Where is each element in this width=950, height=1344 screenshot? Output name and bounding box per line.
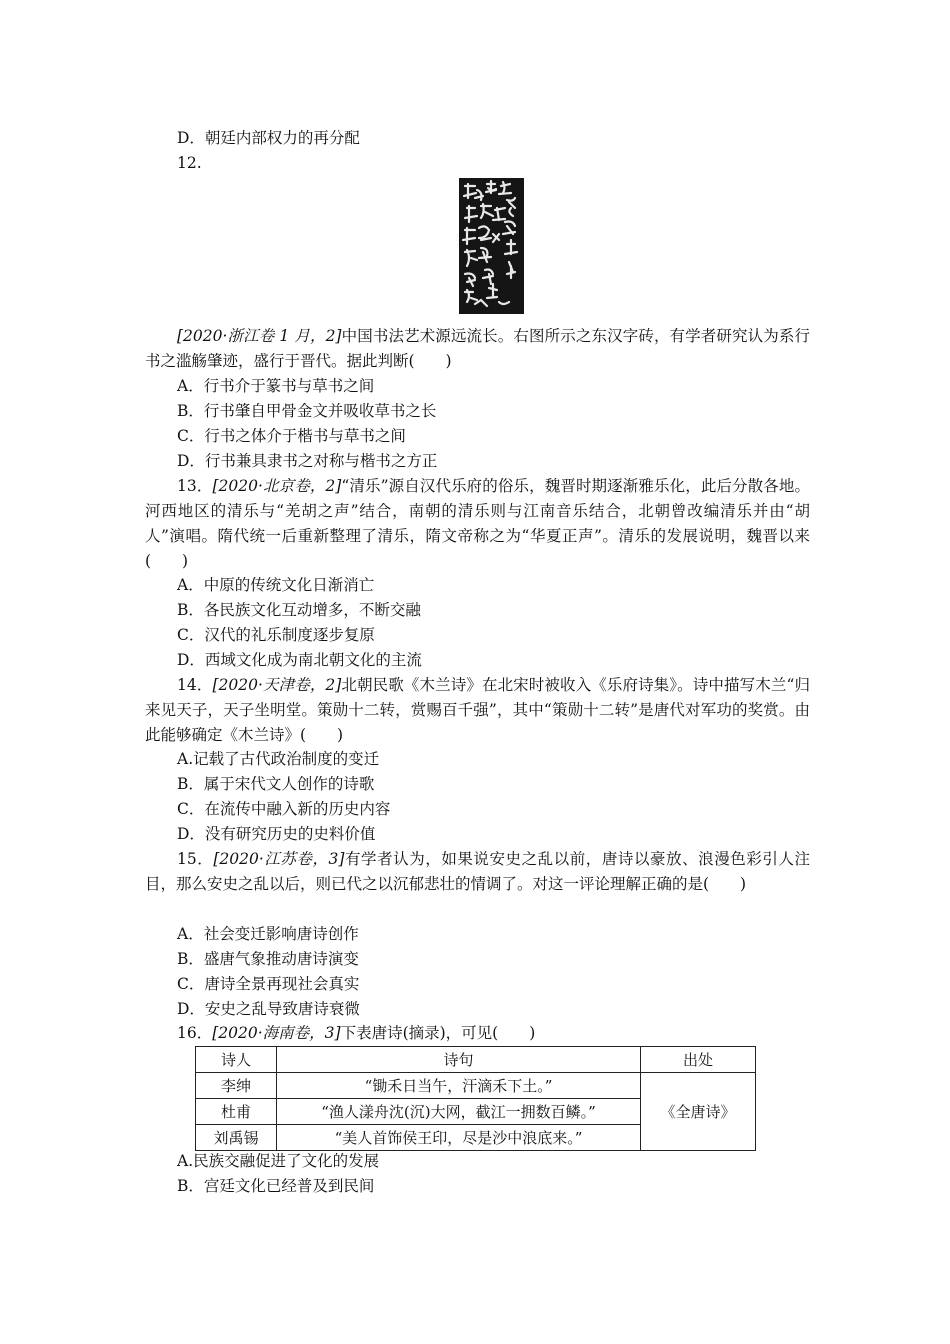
q16-source: [2020·海南卷，3]: [212, 1024, 341, 1042]
q12-stem: [145, 324, 810, 374]
poet-cell: 杜甫: [196, 1099, 277, 1125]
q16-option-a: A.民族交融促进了文化的发展: [177, 1152, 380, 1170]
header-source: 出处: [641, 1047, 756, 1073]
poet-cell: 刘禹锡: [196, 1125, 277, 1151]
q13-option-c: C．汉代的礼乐制度逐步复原: [177, 626, 375, 644]
q16-stem: [177, 1022, 842, 1044]
q14-stem-text: 北朝民歌《木兰诗》在北宋时被收入《乐府诗集》。诗中描写木兰“归来见天子，天子坐明堂。策勋十二转，赏赐百千强”，其中“策勋十二转”是唐代对军功的奖赏。由此能够确定《木兰诗》( ): [145, 676, 810, 744]
verse-cell: “渔人漾舟沈(沉)大网，截江一拥数百鳞。”: [277, 1099, 641, 1125]
q15-source: [2020·江苏卷，3]: [213, 850, 345, 868]
poet-cell: 李绅: [196, 1073, 277, 1099]
q14-option-d: D．没有研究历史的史料价值: [177, 825, 376, 843]
q15-option-d: D．安史之乱导致唐诗衰微: [177, 1000, 360, 1018]
q13-option-a: A．中原的传统文化日渐消亡: [177, 576, 375, 594]
q15-stem-text: 有学者认为，如果说安史之乱以前，唐诗以豪放、浪漫色彩引人注目，那么安史之乱以后，则已代之以沉郁悲壮的情调了。对这一评论理解正确的是( ): [145, 850, 810, 893]
table-row: [196, 1073, 756, 1099]
q14-option-c: C．在流传中融入新的历史内容: [177, 800, 391, 818]
verse-cell: “锄禾日当午，汗滴禾下土。”: [277, 1073, 641, 1099]
q14-stem: [145, 673, 810, 748]
header-poet: 诗人: [196, 1047, 277, 1073]
q16-stem-text: 下表唐诗(摘录)，可见( ): [340, 1024, 536, 1042]
q14-source: [2020·天津卷，2]: [212, 676, 342, 694]
q13-option-b: B．各民族文化互动增多，不断交融: [177, 601, 421, 619]
q15-stem: [145, 847, 810, 897]
q12-option-b: B．行书肇自甲骨金文并吸收草书之长: [177, 402, 437, 420]
q11-option-d: D．朝廷内部权力的再分配: [177, 129, 360, 147]
q13-number: 13．: [177, 477, 213, 495]
q13-source: [2020·北京卷，2]: [212, 477, 342, 495]
q16-number: 16．: [177, 1024, 213, 1042]
q13-option-d: D．西域文化成为南北朝文化的主流: [177, 651, 422, 669]
q12-option-d: D．行书兼具隶书之对称与楷书之方正: [177, 452, 438, 470]
q14-option-a: A.记载了古代政治制度的变迁: [177, 750, 380, 768]
q15-option-b: B．盛唐气象推动唐诗演变: [177, 950, 359, 968]
q16-option-b: B．宫廷文化已经普及到民间: [177, 1177, 375, 1195]
q12-source: [2020·浙江卷 1 月，2]: [177, 327, 342, 345]
q12-option-c: C．行书之体介于楷书与草书之间: [177, 427, 406, 445]
q15-option-c: C．唐诗全景再现社会真实: [177, 975, 360, 993]
header-verse: 诗句: [277, 1047, 641, 1073]
q15-option-a: A．社会变迁影响唐诗创作: [177, 925, 359, 943]
q14-number: 14．: [177, 676, 213, 694]
q12-number: 12.: [177, 154, 202, 172]
q12-option-a: A．行书介于篆书与草书之间: [177, 377, 375, 395]
q14-option-b: B．属于宋代文人创作的诗歌: [177, 775, 375, 793]
q13-stem: [145, 474, 810, 574]
table-header-row: [196, 1047, 756, 1073]
poem-table: [195, 1046, 756, 1151]
q15-number: 15．: [177, 850, 214, 868]
q12-stem-text: 中国书法艺术源远流长。右图所示之东汉字砖，有学者研究认为系行书之滥觞肇迹，盛行于晋代。据此判断( ): [145, 327, 810, 370]
verse-cell: “美人首饰侯王印，尽是沙中浪底来。”: [277, 1125, 641, 1151]
q13-stem-text: “清乐”源自汉代乐府的俗乐，魏晋时期逐渐雅乐化，此后分散各地。河西地区的清乐与“羌胡之声”结合，南朝的清乐则与江南音乐结合，北朝曾改编清乐并由“胡人”演唱。隋代统一后重新整理了清乐，隋文帝称之为“华夏正声”。清乐的发展说明，魏晋以来( ): [145, 477, 810, 570]
source-cell: 《全唐诗》: [641, 1073, 756, 1151]
calligraphy-brick-image: [459, 178, 524, 314]
